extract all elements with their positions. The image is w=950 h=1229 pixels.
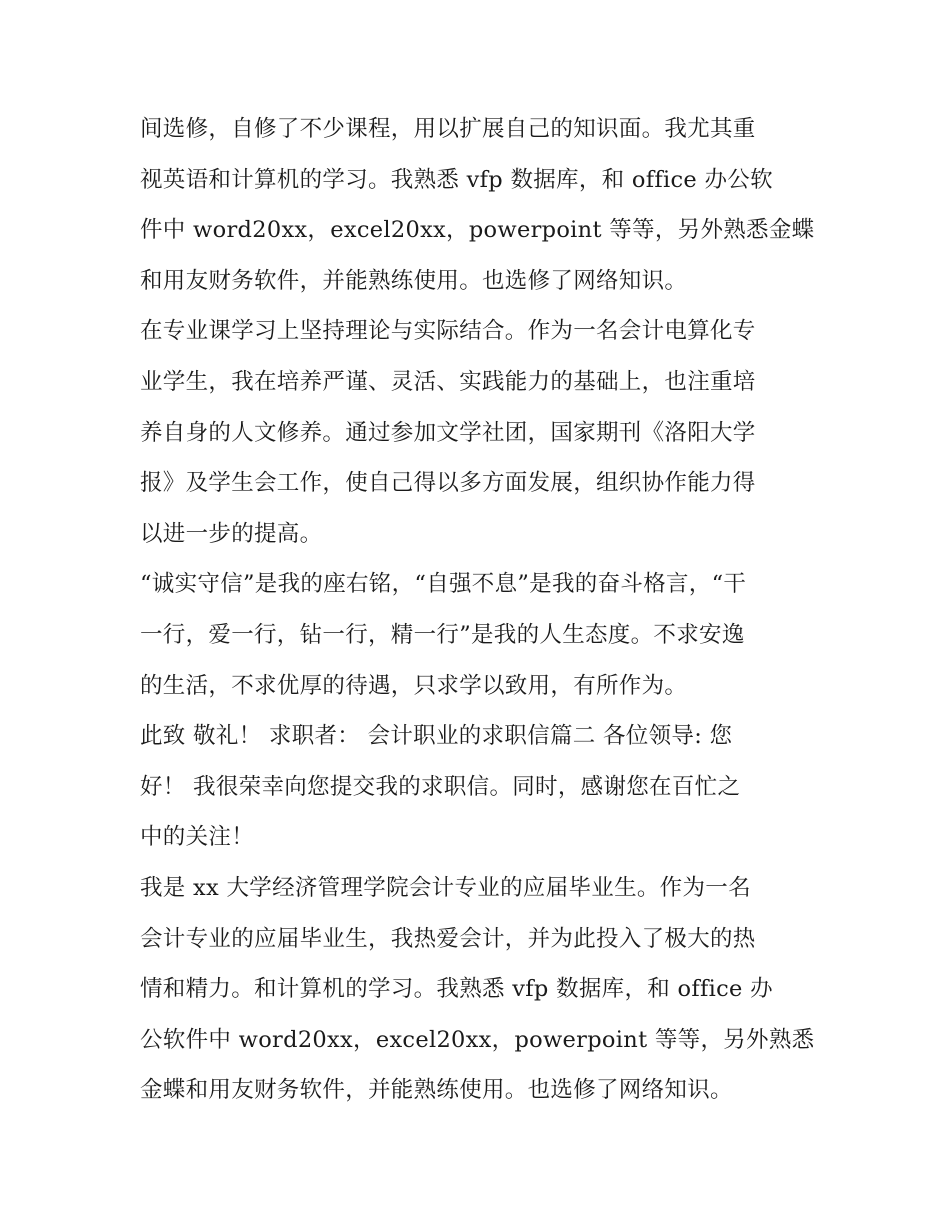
text-line: 金蝶和用友财务软件，并能熟练使用。也选修了网络知识。 [140, 1077, 733, 1104]
text-line: 此致 敬礼！ 求职者： 会计职业的求职信篇二 各位领导: 您 [140, 723, 733, 750]
text-line: 件中 word20xx，excel20xx，powerpoint 等等，另外熟悉金蝶 [140, 217, 815, 244]
text-line: 情和精力。和计算机的学习。我熟悉 vfp 数据库，和 office 办 [140, 976, 773, 1003]
text-line: 间选修，自修了不少课程，用以扩展自己的知识面。我尤其重 [140, 116, 756, 142]
text-line: 一行，爱一行，钻一行，精一行”是我的人生态度。不求安逸 [140, 621, 745, 648]
text-line: 会计专业的应届毕业生，我热爱会计，并为此投入了极大的热 [140, 925, 756, 952]
text-line: 养自身的人文修养。通过参加文学社团，国家期刊《洛阳大学 [140, 419, 756, 446]
document-body [140, 104, 820, 1116]
text-line: 视英语和计算机的学习。我熟悉 vfp 数据库，和 office 办公软 [140, 166, 773, 193]
text-line: 报》及学生会工作，使自己得以多方面发展，组织协作能力得 [140, 470, 756, 497]
text-line: 好！ 我很荣幸向您提交我的求职信。同时，感谢您在百忙之 [140, 773, 741, 800]
text-line: “诚实守信”是我的座右铭，“自强不息”是我的奋斗格言，“干 [140, 571, 747, 598]
text-line: 我是 xx 大学经济管理学院会计专业的应届毕业生。作为一名 [140, 874, 751, 901]
text-line: 在专业课学习上坚持理论与实际结合。作为一名会计电算化专 [140, 318, 756, 345]
text-line: 和用友财务软件，并能熟练使用。也选修了网络知识。 [140, 267, 688, 294]
text-line: 以进一步的提高。 [140, 520, 323, 547]
text-line: 公软件中 word20xx，excel20xx，powerpoint 等等，另外熟悉 [140, 1026, 815, 1053]
text-line: 业学生，我在培养严谨、灵活、实践能力的基础上，也注重培 [140, 368, 756, 395]
text-line: 中的关注！ [140, 824, 255, 851]
text-line: 的生活，不求优厚的待遇，只求学以致用，有所作为。 [140, 672, 688, 699]
